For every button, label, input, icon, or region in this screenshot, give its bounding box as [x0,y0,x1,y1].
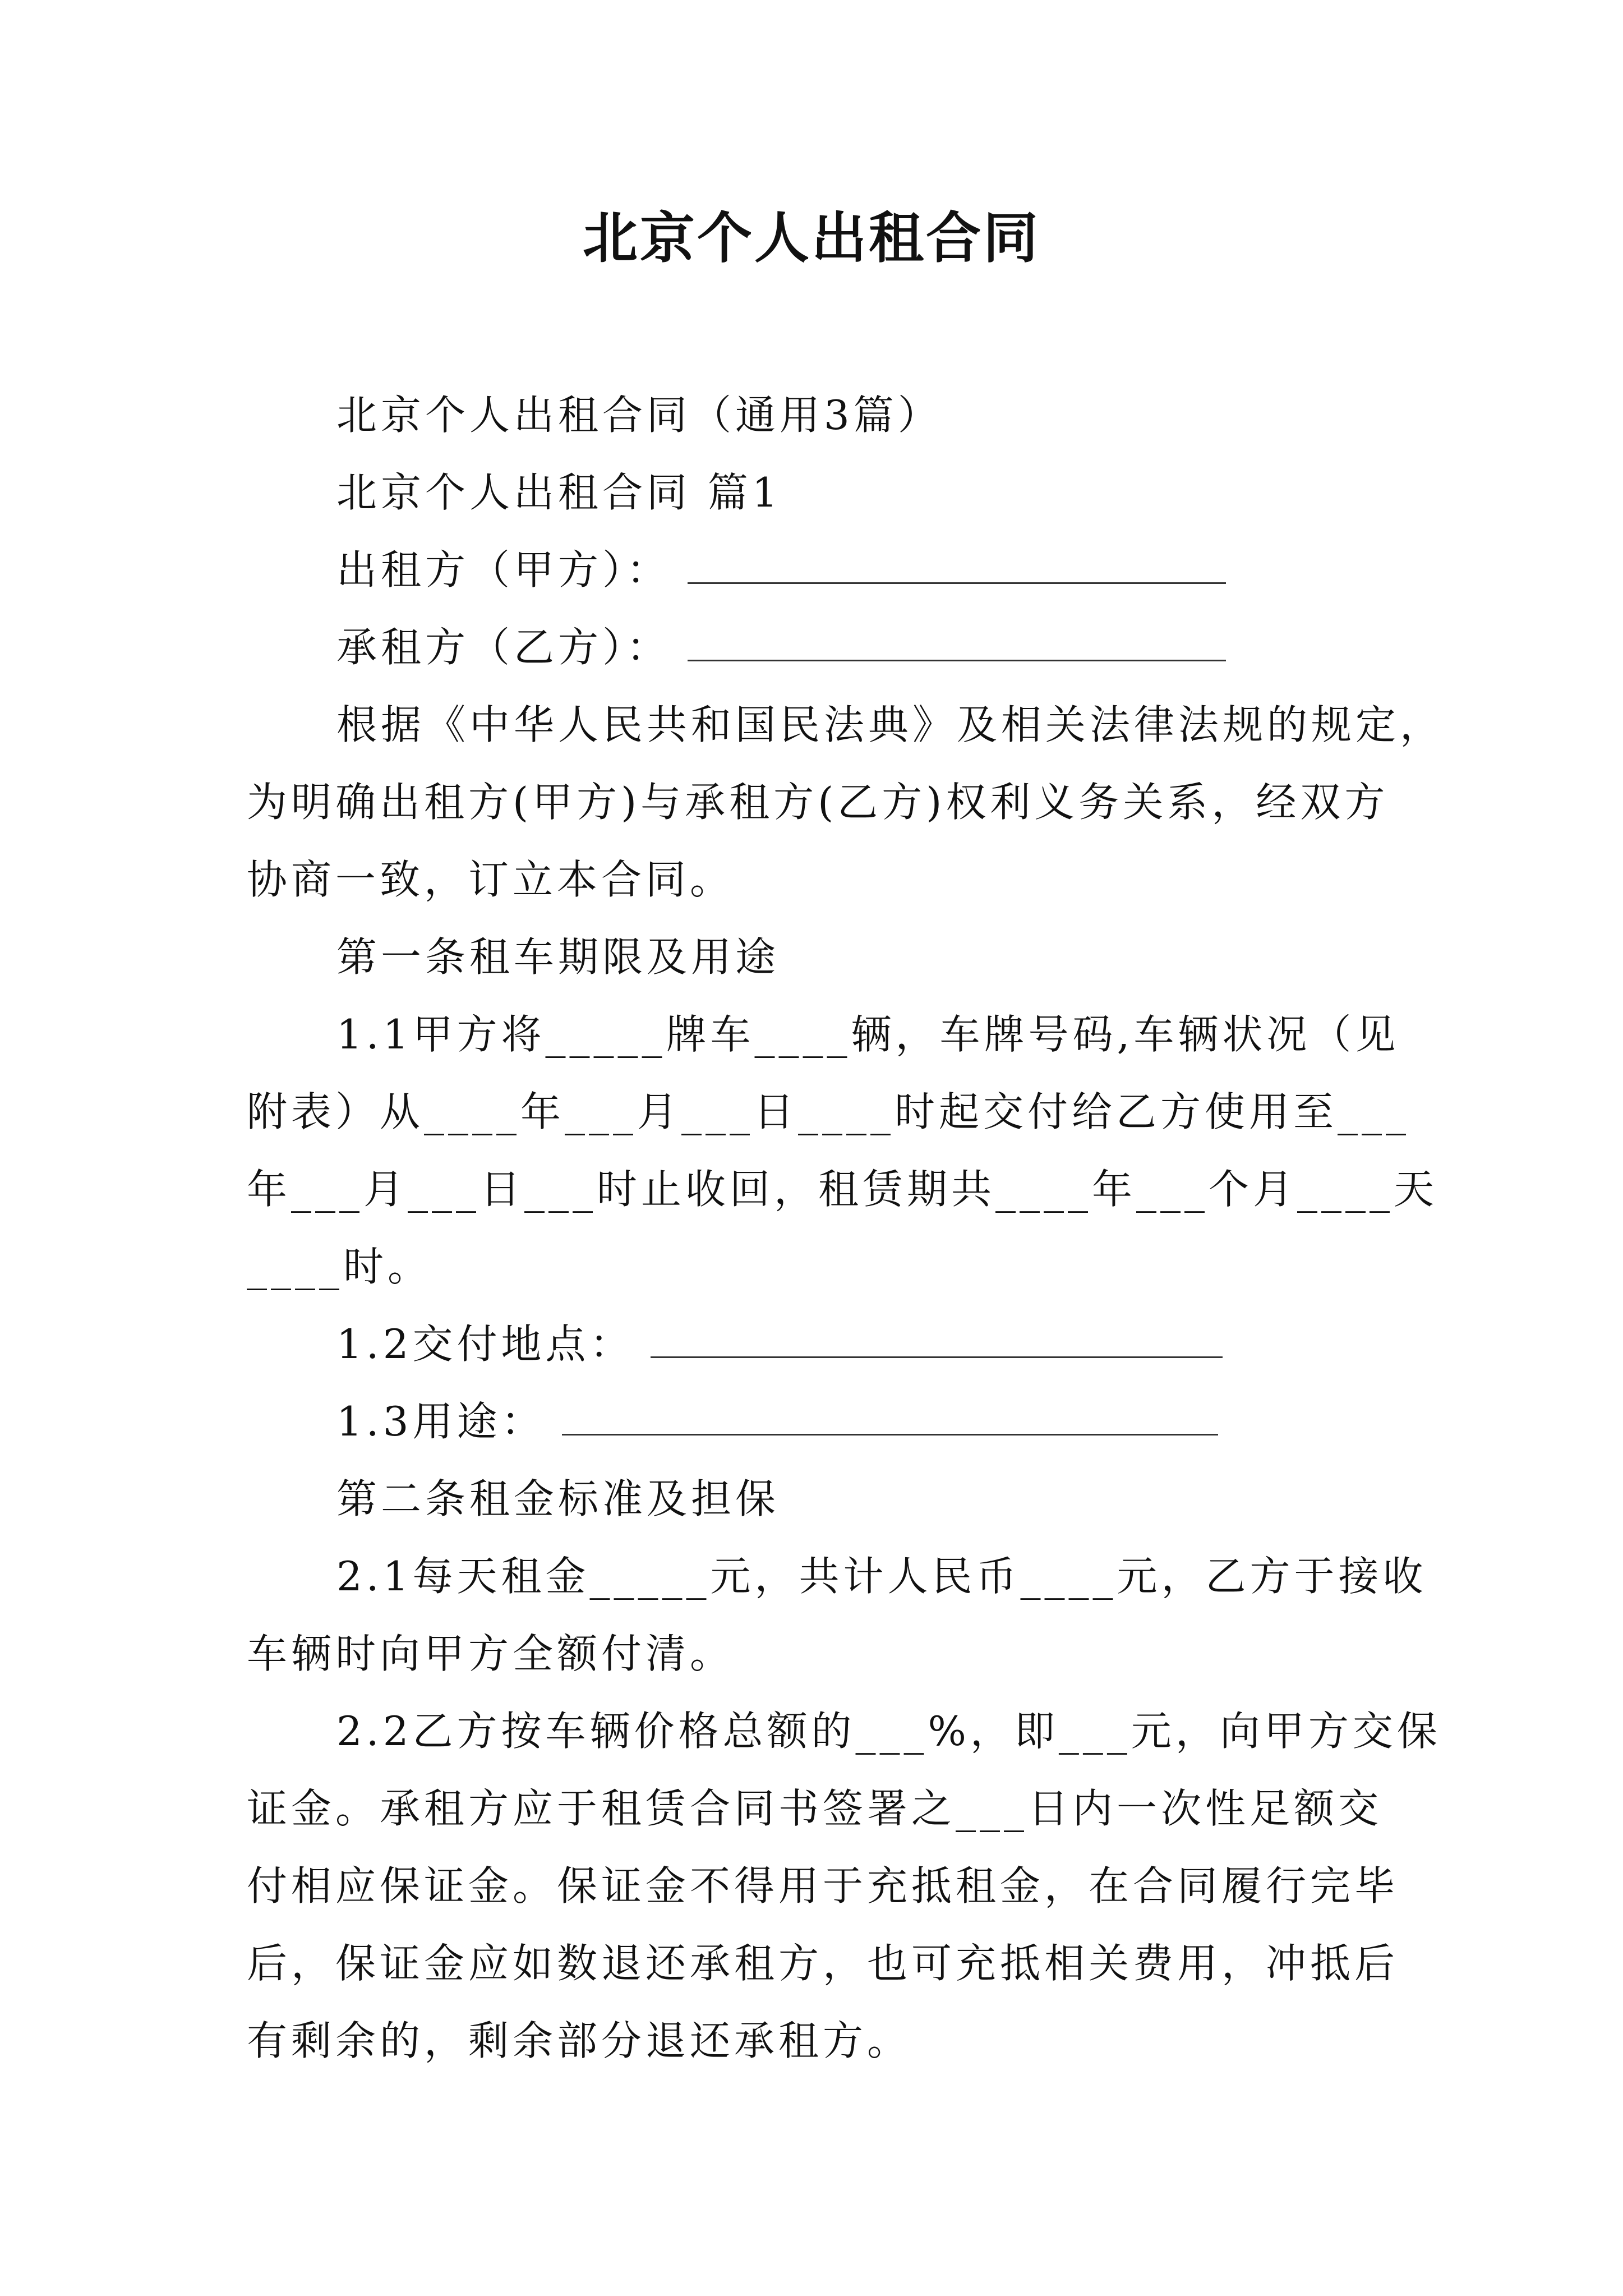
paragraph-line: 1.1甲方将_____牌车____辆，车牌号码,车辆状况（见 [336,1011,1400,1058]
paragraph-line: 2.1每天租金_____元，共计人民币____元，乙方于接收 [336,1553,1427,1600]
purpose-line [336,1393,1391,1450]
paragraph-line: 协商一致，订立本合同。 [247,856,735,903]
paragraph-line: 附表）从____年___月___日____时起交付给乙方使用至___ [247,1088,1410,1135]
paragraph-line: ____时。 [247,1243,432,1290]
section-heading: 北京个人出租合同 篇1 [336,469,782,516]
paragraph-line: 付相应保证金。保证金不得用于充抵租金，在合同履行完毕 [247,1862,1399,1910]
lessee-label: 承租方（乙方）： [336,624,671,671]
paragraph-line: 2.2乙方按车辆价格总额的___%，即___元，向甲方交保 [336,1708,1441,1755]
paragraph-line: 证金。承租方应于租赁合同书签署之___日内一次性足额交 [247,1785,1383,1832]
delivery-place-line [336,1316,1391,1372]
subtitle-line: 北京个人出租合同（通用3篇） [336,392,942,439]
lessor-label: 出租方（甲方）： [336,546,671,593]
article-heading: 第一条租车期限及用途 [336,933,780,981]
paragraph-line: 为明确出租方(甲方)与承租方(乙方)权利义务关系，经双方 [247,779,1389,826]
paragraph-line: 年___月___日___时止收回，租赁期共____年___个月____天 [247,1166,1438,1213]
lessor-line [336,542,1391,598]
lessee-line [336,619,1391,675]
article-heading: 第二条租金标准及担保 [336,1475,780,1522]
purpose-blank [562,1393,1218,1435]
delivery-place-label: 1.2交付地点： [336,1320,634,1368]
document-title: 北京个人出租合同 [582,206,1040,270]
paragraph-line: 有剩余的，剩余部分退还承租方。 [247,2017,912,2064]
lessee-blank [688,619,1226,661]
delivery-place-blank [651,1316,1223,1358]
purpose-label: 1.3用途： [336,1398,546,1445]
paragraph-line: 后，保证金应如数退还承租方，也可充抵相关费用，冲抵后 [247,1940,1399,1987]
paragraph-line: 根据《中华人民共和国民法典》及相关法律法规的规定， [336,701,1445,748]
lessor-blank [688,542,1226,584]
paragraph-line: 车辆时向甲方全额付清。 [247,1630,735,1677]
